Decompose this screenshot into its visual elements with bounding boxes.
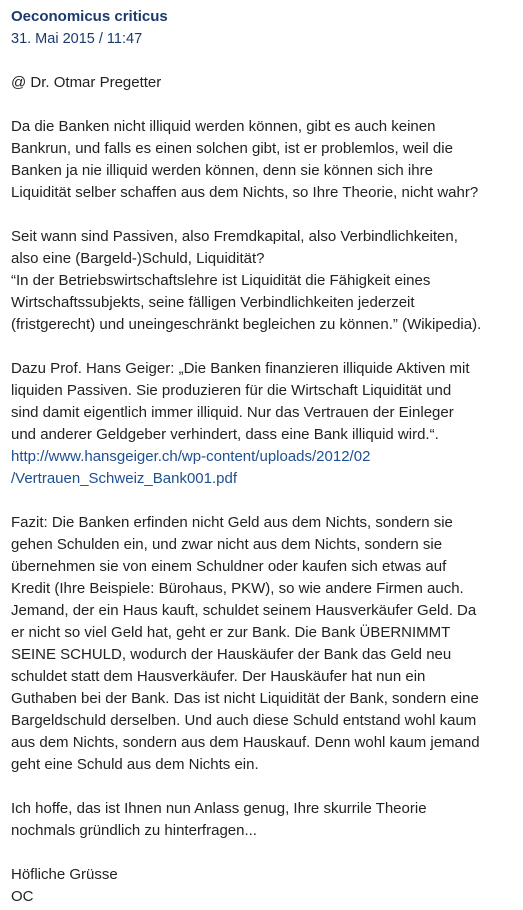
paragraph-line: sind damit eigentlich immer illiquid. Nur das Vertrauen der Einleger bbox=[11, 404, 454, 421]
comment-date[interactable]: 31. Mai 2015 / 11:47 bbox=[11, 31, 143, 47]
paragraph-line: Bargeldschuld derselben. Und auch diese Schuld entstand wohl kaum bbox=[11, 712, 477, 729]
paragraph-line: Da die Banken nicht illiquid werden können, gibt es auch keinen bbox=[11, 118, 436, 135]
paragraph-line: “In der Betriebswirtschaftslehre ist Liquidität die Fähigkeit eines bbox=[11, 272, 431, 289]
paragraph-line: SEINE SCHULD, wodurch der Hauskäufer der Bank das Geld neu bbox=[11, 646, 452, 663]
paragraph-line: schuldet statt dem Hausverkäufer. Der Hauskäufer hat nun ein bbox=[11, 668, 426, 685]
signature-name: OC bbox=[11, 888, 34, 905]
source-link-line-1[interactable]: http://www.hansgeiger.ch/wp-content/uploads/2012/02 bbox=[11, 448, 371, 465]
paragraph-line: aus dem Nichts, sondern aus dem Hauskauf. Denn wohl kaum jemand bbox=[11, 734, 480, 751]
paragraph-line: Guthaben bei der Bank. Das ist nicht Liquidität der Bank, sondern eine bbox=[11, 690, 479, 707]
paragraph-line: Bankrun, und falls es einen solchen gibt, ist er problemlos, weil die bbox=[11, 140, 453, 157]
paragraph-line: Banken ja nie illiquid werden können, denn sie können sich ihre bbox=[11, 162, 433, 179]
paragraph-line: er nicht so viel Geld hat, geht er zur Bank. Die Bank ÜBERNIMMT bbox=[11, 624, 451, 641]
addressee-text: @ Dr. Otmar Pregetter bbox=[11, 74, 162, 91]
paragraph-5 bbox=[11, 798, 514, 842]
paragraph-line: Kredit (Ihre Beispiele: Bürohaus, PKW), so wie andere Firmen auch. bbox=[11, 580, 464, 597]
source-link-line-2[interactable]: /Vertrauen_Schweiz_Bank001.pdf bbox=[11, 470, 237, 487]
paragraph-line: Jemand, der ein Haus kauft, schuldet seinem Hausverkäufer Geld. Da bbox=[11, 602, 477, 619]
comment-body bbox=[11, 72, 514, 908]
paragraph-line: Seit wann sind Passiven, also Fremdkapital, also Verbindlichkeiten, bbox=[11, 228, 458, 245]
paragraph-line: und anderer Geldgeber verhindert, dass eine Bank illiquid wird.“. bbox=[11, 426, 439, 443]
addressee bbox=[11, 72, 514, 94]
paragraph-line: Fazit: Die Banken erfinden nicht Geld aus dem Nichts, sondern sie bbox=[11, 514, 453, 531]
signature-greeting: Höfliche Grüsse bbox=[11, 866, 118, 883]
paragraph-line: Ich hoffe, das ist Ihnen nun Anlass genug, Ihre skurrile Theorie bbox=[11, 800, 427, 817]
paragraph-2 bbox=[11, 226, 514, 336]
comment-author[interactable]: Oeconomicus criticus bbox=[11, 8, 168, 25]
paragraph-line: übernehmen sie von einem Schuldner oder kaufen sich etwas auf bbox=[11, 558, 447, 575]
paragraph-line: geht eine Schuld aus dem Nichts ein. bbox=[11, 756, 259, 773]
paragraph-line: liquiden Passiven. Sie produzieren für die Wirtschaft Liquidität und bbox=[11, 382, 452, 399]
paragraph-line: also eine (Bargeld-)Schuld, Liquidität? bbox=[11, 250, 265, 267]
paragraph-3 bbox=[11, 358, 514, 490]
source-link[interactable] bbox=[11, 446, 514, 490]
signature bbox=[11, 864, 514, 908]
paragraph-line: gehen Schulden ein, und zwar nicht aus dem Nichts, sondern sie bbox=[11, 536, 443, 553]
paragraph-line: Liquidität selber schaffen aus dem Nichts, so Ihre Theorie, nicht wahr? bbox=[11, 184, 479, 201]
paragraph-line: Dazu Prof. Hans Geiger: „Die Banken finanzieren illiquide Aktiven mit bbox=[11, 360, 470, 377]
paragraph-line: nochmals gründlich zu hinterfragen... bbox=[11, 822, 257, 839]
paragraph-line: Wirtschaftssubjekts, seine fälligen Verbindlichkeiten jederzeit bbox=[11, 294, 415, 311]
paragraph-1 bbox=[11, 116, 514, 204]
paragraph-line: (fristgerecht) und uneingeschränkt begleichen zu können.” (Wikipedia). bbox=[11, 316, 482, 333]
paragraph-4 bbox=[11, 512, 514, 776]
